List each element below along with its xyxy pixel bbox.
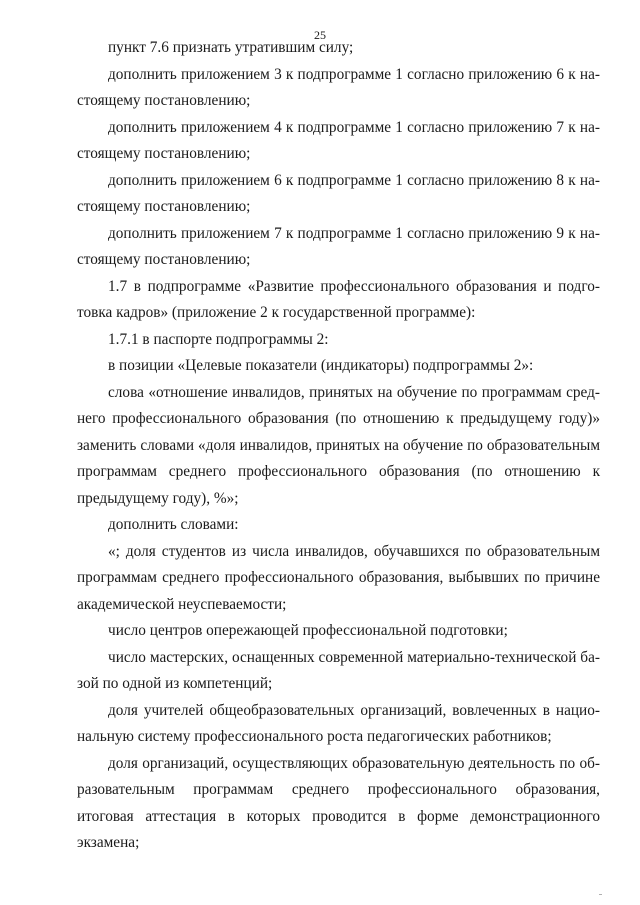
page-number: 25 <box>314 28 326 42</box>
document-body <box>77 35 600 857</box>
paragraph: дополнить приложением 4 к подпрограмме 1 согласно приложению 7 к настоящему постановлению; <box>77 118 600 162</box>
scan-mark <box>599 894 602 895</box>
paragraph: дополнить словами: <box>108 516 239 533</box>
paragraph: «; доля студентов из числа инвалидов, обучавшихся по образовательным программам среднего профессионального образования, выбывших по причине академической неуспеваемости; <box>77 542 600 613</box>
paragraph: доля организаций, осуществляющих образовательную деятельность по образовательным программам среднего профессионального образования, итоговая аттестация в которых проводится в форме демонстрационного экзамена; <box>77 754 600 851</box>
paragraph: доля учителей общеобразовательных организаций, вовлеченных в национальную систему профессионального роста педагогических работников; <box>77 701 600 745</box>
paragraph: 1.7 в подпрограмме «Развитие профессионального образования и подготовка кадров» (приложение 2 к государственной программе): <box>77 277 600 321</box>
paragraph: дополнить приложением 3 к подпрограмме 1 согласно приложению 6 к настоящему постановлению; <box>77 65 600 109</box>
paragraph: 1.7.1 в паспорте подпрограммы 2: <box>108 330 329 348</box>
paragraph: число центров опережающей профессиональной подготовки; <box>108 622 508 639</box>
paragraph: число мастерских, оснащенных современной материально-технической базой по одной из компетенций; <box>77 648 600 692</box>
paragraph: в позиции «Целевые показатели (индикаторы) подпрограммы 2»: <box>108 357 534 374</box>
paragraph: пункт 7.6 признать утратившим силу; <box>108 39 354 56</box>
paragraph: дополнить приложением 7 к подпрограмме 1 согласно приложению 9 к настоящему постановлению; <box>77 224 600 268</box>
paragraph: дополнить приложением 6 к подпрограмме 1 согласно приложению 8 к настоящему постановлению; <box>77 171 600 215</box>
paragraph: слова «отношение инвалидов, принятых на обучение по программам среднего профессионального образования (по отношению к предыдущему году)» заменить словами «доля инвалидов, принятых на обучение по образовательным программам среднего профессионального образования (по отношению к предыдущему году), %»; <box>77 383 600 507</box>
